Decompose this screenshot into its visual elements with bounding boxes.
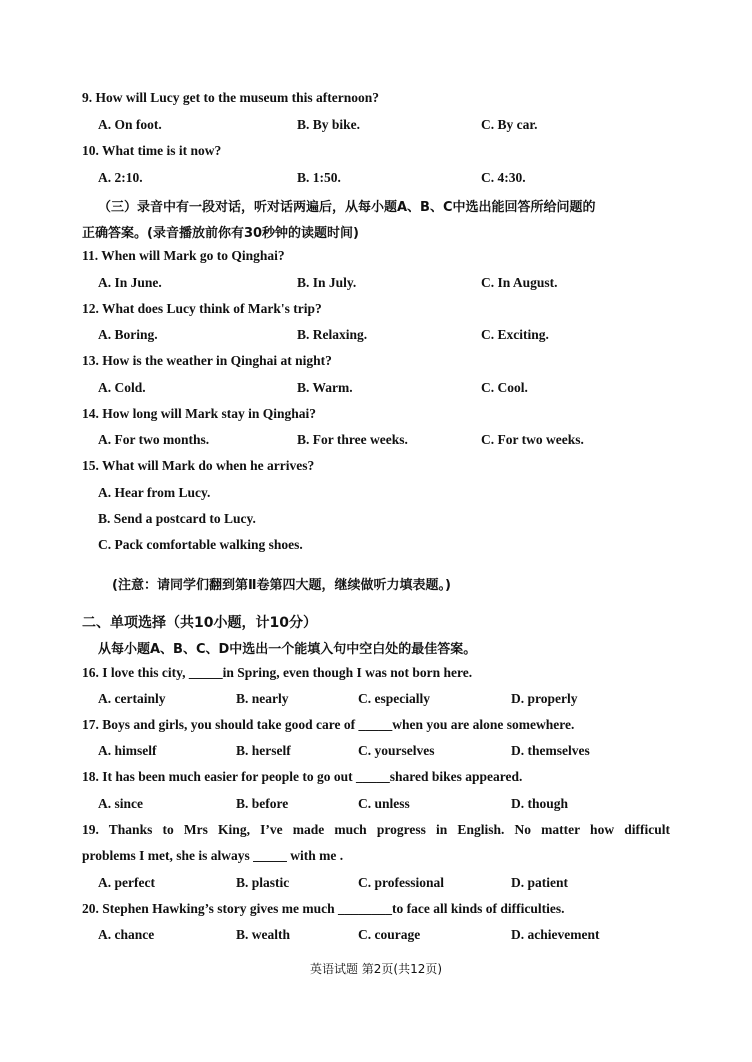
question-number: 19. [82, 822, 99, 837]
option-a: A. himself [98, 743, 157, 758]
option-c: C. In August. [481, 275, 558, 290]
question-stem: What time is it now? [102, 143, 222, 158]
question-13 [82, 353, 332, 369]
question-number: 20. [82, 901, 99, 916]
option-b: B. 1:50. [297, 170, 341, 185]
question-number: 18. [82, 769, 99, 784]
option-c: C. For two weeks. [481, 432, 584, 447]
question-20 [82, 901, 565, 917]
question-stem: How long will Mark stay in Qinghai? [102, 406, 317, 421]
option-a: A. On foot. [98, 117, 162, 132]
question-15 [82, 458, 314, 474]
question-9 [82, 90, 379, 106]
option-c: C. yourselves [358, 743, 435, 758]
question-stem-line1: Thanks to Mrs King, I’ve made much progress in English. No matter how difficult [108, 822, 670, 837]
page-footer: 英语试题 第2页(共12页) [309, 962, 443, 976]
question-number: 12. [82, 301, 99, 316]
question-number: 11. [82, 248, 99, 263]
question-stem: Boys and girls, you should take good care of _____when you are alone somewhere. [102, 717, 575, 732]
option-a: A. In June. [98, 275, 162, 290]
question-number: 10. [82, 143, 99, 158]
question-number: 17. [82, 717, 99, 732]
question-number: 16. [82, 665, 99, 680]
question-stem: How is the weather in Qinghai at night? [102, 353, 332, 368]
option-b: B. By bike. [297, 117, 361, 132]
section-instruction-line1: （三）录音中有一段对话，听对话两遍后，从每小题A、B、C中选出能回答所给问题的 [98, 200, 596, 215]
option-b: B. nearly [236, 691, 289, 706]
option-b: B. herself [236, 743, 291, 758]
question-stem: What does Lucy think of Mark's trip? [102, 301, 322, 316]
option-a: A. For two months. [98, 432, 210, 447]
question-stem: How will Lucy get to the museum this afternoon? [95, 90, 379, 105]
option-a: A. Cold. [98, 380, 146, 395]
option-b: B. Warm. [297, 380, 353, 395]
question-number: 9. [82, 90, 93, 105]
option-c: C. unless [358, 796, 410, 811]
question-stem: What will Mark do when he arrives? [102, 458, 315, 473]
option-c: C. professional [358, 875, 445, 890]
option-d: D. themselves [511, 743, 590, 758]
question-stem: It has been much easier for people to go out _____shared bikes appeared. [102, 769, 523, 784]
option-b: B. before [236, 796, 289, 811]
turn-page-note: (注意：请同学们翻到第Ⅱ卷第四大题，继续做听力填表题。) [112, 578, 451, 593]
option-c: C. especially [358, 691, 430, 706]
option-a: A. Hear from Lucy. [98, 485, 211, 500]
question-stem: Stephen Hawking’s story gives me much ________to face all kinds of difficulties. [102, 901, 565, 916]
question-number: 13. [82, 353, 99, 368]
option-c: C. Pack comfortable walking shoes. [98, 537, 303, 552]
question-16 [82, 665, 472, 681]
option-d: D. achievement [511, 927, 600, 942]
question-number: 14. [82, 406, 99, 421]
question-stem-line2: problems I met, she is always _____ with me . [82, 848, 344, 863]
option-c: C. 4:30. [481, 170, 526, 185]
option-a: A. certainly [98, 691, 166, 706]
option-c: C. Cool. [481, 380, 528, 395]
option-b: B. plastic [236, 875, 290, 890]
question-14 [82, 406, 316, 422]
option-d: D. patient [511, 875, 568, 890]
question-number: 15. [82, 458, 99, 473]
option-a: A. Boring. [98, 327, 158, 342]
question-stem: When will Mark go to Qinghai? [101, 248, 285, 263]
option-b: B. wealth [236, 927, 290, 942]
question-11 [82, 248, 285, 264]
option-b: B. Send a postcard to Lucy. [98, 511, 256, 526]
option-c: C. By car. [481, 117, 538, 132]
question-10 [82, 143, 221, 159]
option-a: A. 2:10. [98, 170, 143, 185]
section-instruction-line2: 正确答案。(录音播放前你有30秒钟的读题时间) [82, 226, 359, 241]
question-17 [82, 717, 574, 733]
question-stem: I love this city, _____in Spring, even though I was not born here. [102, 665, 473, 680]
part2-instruction: 从每小题A、B、C、D中选出一个能填入句中空白处的最佳答案。 [98, 642, 477, 657]
option-b: B. Relaxing. [297, 327, 368, 342]
option-a: A. chance [98, 927, 155, 942]
option-b: B. For three weeks. [297, 432, 408, 447]
option-d: D. though [511, 796, 569, 811]
part2-heading: 二、单项选择（共10小题，计10分） [82, 615, 317, 631]
option-c: C. courage [358, 927, 421, 942]
question-18 [82, 769, 522, 785]
option-d: D. properly [511, 691, 578, 706]
option-c: C. Exciting. [481, 327, 549, 342]
question-12 [82, 301, 322, 317]
option-a: A. since [98, 796, 143, 811]
option-a: A. perfect [98, 875, 155, 890]
option-b: B. In July. [297, 275, 357, 290]
question-19 [82, 822, 670, 838]
